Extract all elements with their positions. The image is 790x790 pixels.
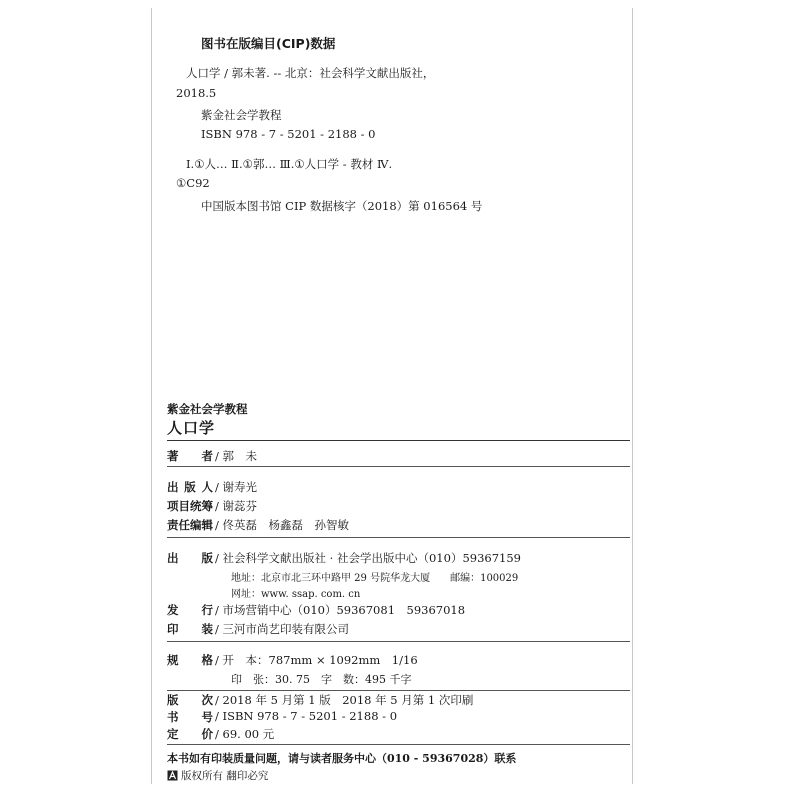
printing-label: 印 装	[167, 622, 213, 636]
printing-row	[167, 621, 349, 637]
credit-value: / 佟英磊 杨鑫磊 孙智敏	[215, 518, 350, 532]
cip-line-series: 紫金社会学教程	[201, 108, 282, 122]
specs-label: 规 格	[167, 653, 213, 667]
price-value: / 69. 00 元	[215, 727, 275, 741]
credit-value: / 谢蕊芬	[215, 499, 258, 513]
publisher-row	[167, 550, 521, 566]
printing-value: / 三河市尚艺印装有限公司	[215, 622, 350, 636]
cip-line-classification: Ⅰ.①人… Ⅱ.①郭… Ⅲ.①人口学 - 教材 Ⅳ.	[186, 157, 393, 171]
distribution-label: 发 行	[167, 603, 213, 617]
book-title: 人口学	[167, 419, 216, 437]
price-row	[167, 726, 274, 742]
distribution-row	[167, 602, 465, 618]
credit-value: / 谢寿光	[215, 480, 258, 494]
edition-row	[167, 692, 473, 708]
isbn-label: 书 号	[167, 710, 213, 724]
rights-text: 版权所有 翻印必究	[181, 770, 269, 782]
cip-line-code: ①C92	[176, 176, 210, 190]
divider	[167, 744, 630, 745]
credit-label: 著 者	[167, 449, 213, 463]
isbn-row	[167, 709, 397, 725]
specs-sheets: 印 张：30. 75 字 数：495 千字	[231, 673, 412, 686]
publisher-address: 地址：北京市北三环中路甲 29 号院华龙大厦 邮编：100029	[231, 573, 519, 584]
edition-value: / 2018 年 5 月第 1 版 2018 年 5 月第 1 次印刷	[215, 693, 474, 707]
credit-author	[167, 448, 257, 464]
cip-line-record: 中国版本图书馆 CIP 数据核字（2018）第 016564 号	[201, 199, 483, 213]
cip-line-date: 2018.5	[176, 86, 217, 100]
isbn-value: / ISBN 978 - 7 - 5201 - 2188 - 0	[215, 709, 398, 723]
divider	[167, 537, 630, 538]
credit-publisher-person	[167, 479, 257, 495]
rights-line	[167, 768, 268, 783]
credit-label: 出 版 人	[167, 480, 213, 494]
divider	[167, 641, 630, 642]
publisher-logo-icon	[167, 770, 178, 781]
publisher-label: 出 版	[167, 551, 213, 565]
publisher-value: / 社会科学文献出版社 · 社会学出版中心（010）59367159	[215, 551, 521, 565]
cip-line-isbn: ISBN 978 - 7 - 5201 - 2188 - 0	[201, 127, 376, 141]
credit-project-coordinator	[167, 498, 257, 514]
distribution-value: / 市场营销中心（010）59367081 59367018	[215, 603, 466, 617]
divider	[167, 690, 630, 691]
credit-label: 项目统筹	[167, 499, 213, 513]
specs-format: / 开 本：787mm × 1092mm 1/16	[215, 653, 418, 667]
cip-heading: 图书在版编目(CIP)数据	[201, 36, 336, 51]
specs-row	[167, 652, 418, 668]
divider	[167, 466, 630, 467]
series-name: 紫金社会学教程	[167, 402, 248, 416]
quality-notice: 本书如有印装质量问题，请与读者服务中心（010 - 59367028）联系	[167, 752, 517, 765]
copyright-page	[151, 8, 633, 784]
price-label: 定 价	[167, 727, 213, 741]
credit-label: 责任编辑	[167, 518, 213, 532]
edition-label: 版 次	[167, 693, 213, 707]
credit-editors	[167, 517, 349, 533]
cip-line-title: 人口学 / 郭未著. -- 北京：社会科学文献出版社，	[186, 66, 435, 80]
credit-value: / 郭 未	[215, 449, 258, 463]
publisher-website: 网址：www. ssap. com. cn	[231, 589, 361, 600]
title-rule	[167, 440, 630, 441]
